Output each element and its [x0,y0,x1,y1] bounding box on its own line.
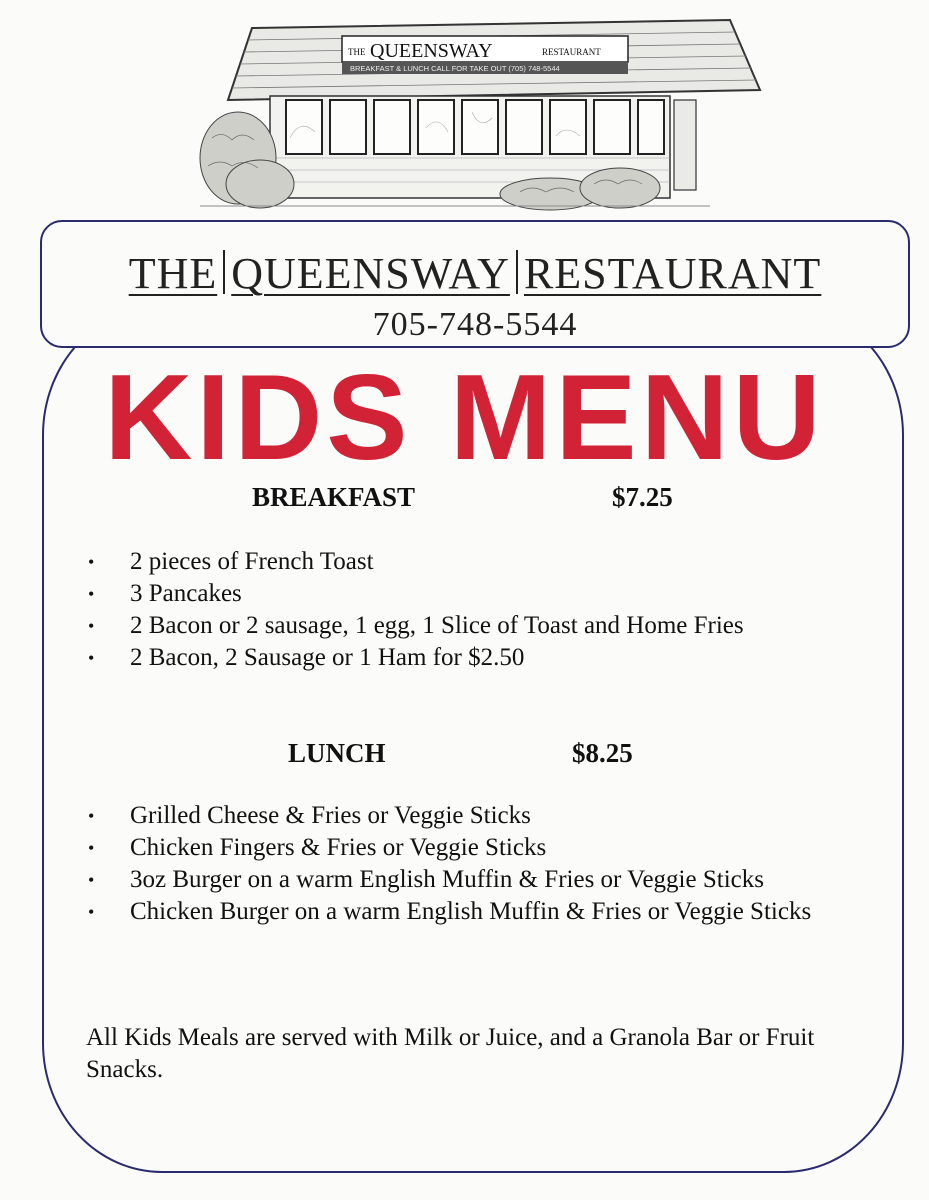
menu-title: KIDS MENU [104,349,825,485]
list-item [88,832,838,864]
sign-small-left: THE [348,47,366,57]
item-text: 2 Bacon or 2 sausage, 1 egg, 1 Slice of Toast and Home Fries [130,612,744,639]
item-text: 2 Bacon, 2 Sausage or 1 Ham for $2.50 [130,644,525,671]
title-queensway: QUEENSWAY [231,249,510,298]
list-item [88,896,838,928]
list-item [88,546,848,578]
restaurant-building-illustration [190,8,770,214]
item-text: Chicken Fingers & Fries or Veggie Sticks [130,834,547,861]
bullet: • [88,616,95,636]
bullet: • [88,584,95,604]
item-text: 3 Pancakes [130,580,242,607]
breakfast-heading: BREAKFAST [252,482,416,512]
title-separator [223,250,225,294]
item-text: Chicken Burger on a warm English Muffin & Fries or Veggie Sticks [130,898,812,925]
lunch-price: $8.25 [572,738,633,768]
sign-sub: BREAKFAST & LUNCH CALL FOR TAKE OUT (705) 748-5544 [350,64,560,73]
bullet: • [88,838,95,858]
restaurant-name [42,248,908,299]
header-box [40,220,910,348]
list-item [88,800,838,832]
footer-note: All Kids Meals are served with Milk or Juice, and a Granola Bar or Fruit Snacks. [86,1024,815,1083]
item-text: Grilled Cheese & Fries or Veggie Sticks [130,802,531,829]
bullet: • [88,870,95,890]
sign-main: QUEENSWAY [370,40,493,62]
item-text: 2 pieces of French Toast [130,548,374,575]
bullet: • [88,902,95,922]
breakfast-items [88,546,848,674]
list-item [88,642,848,674]
lunch-items [88,800,838,928]
breakfast-price: $7.25 [612,482,673,512]
list-item [88,864,838,896]
title-the: THE [128,249,218,298]
list-item [88,610,848,642]
item-text: 3oz Burger on a warm English Muffin & Fries or Veggie Sticks [130,866,764,893]
bullet: • [88,648,95,668]
title-restaurant: RESTAURANT [523,249,822,298]
phone-number: 705-748-5544 [372,306,578,343]
list-item [88,578,848,610]
lunch-heading: LUNCH [288,738,386,768]
bullet: • [88,806,95,826]
bullet: • [88,552,95,572]
title-separator [516,250,518,294]
sign-small-right: RESTAURANT [542,47,601,57]
